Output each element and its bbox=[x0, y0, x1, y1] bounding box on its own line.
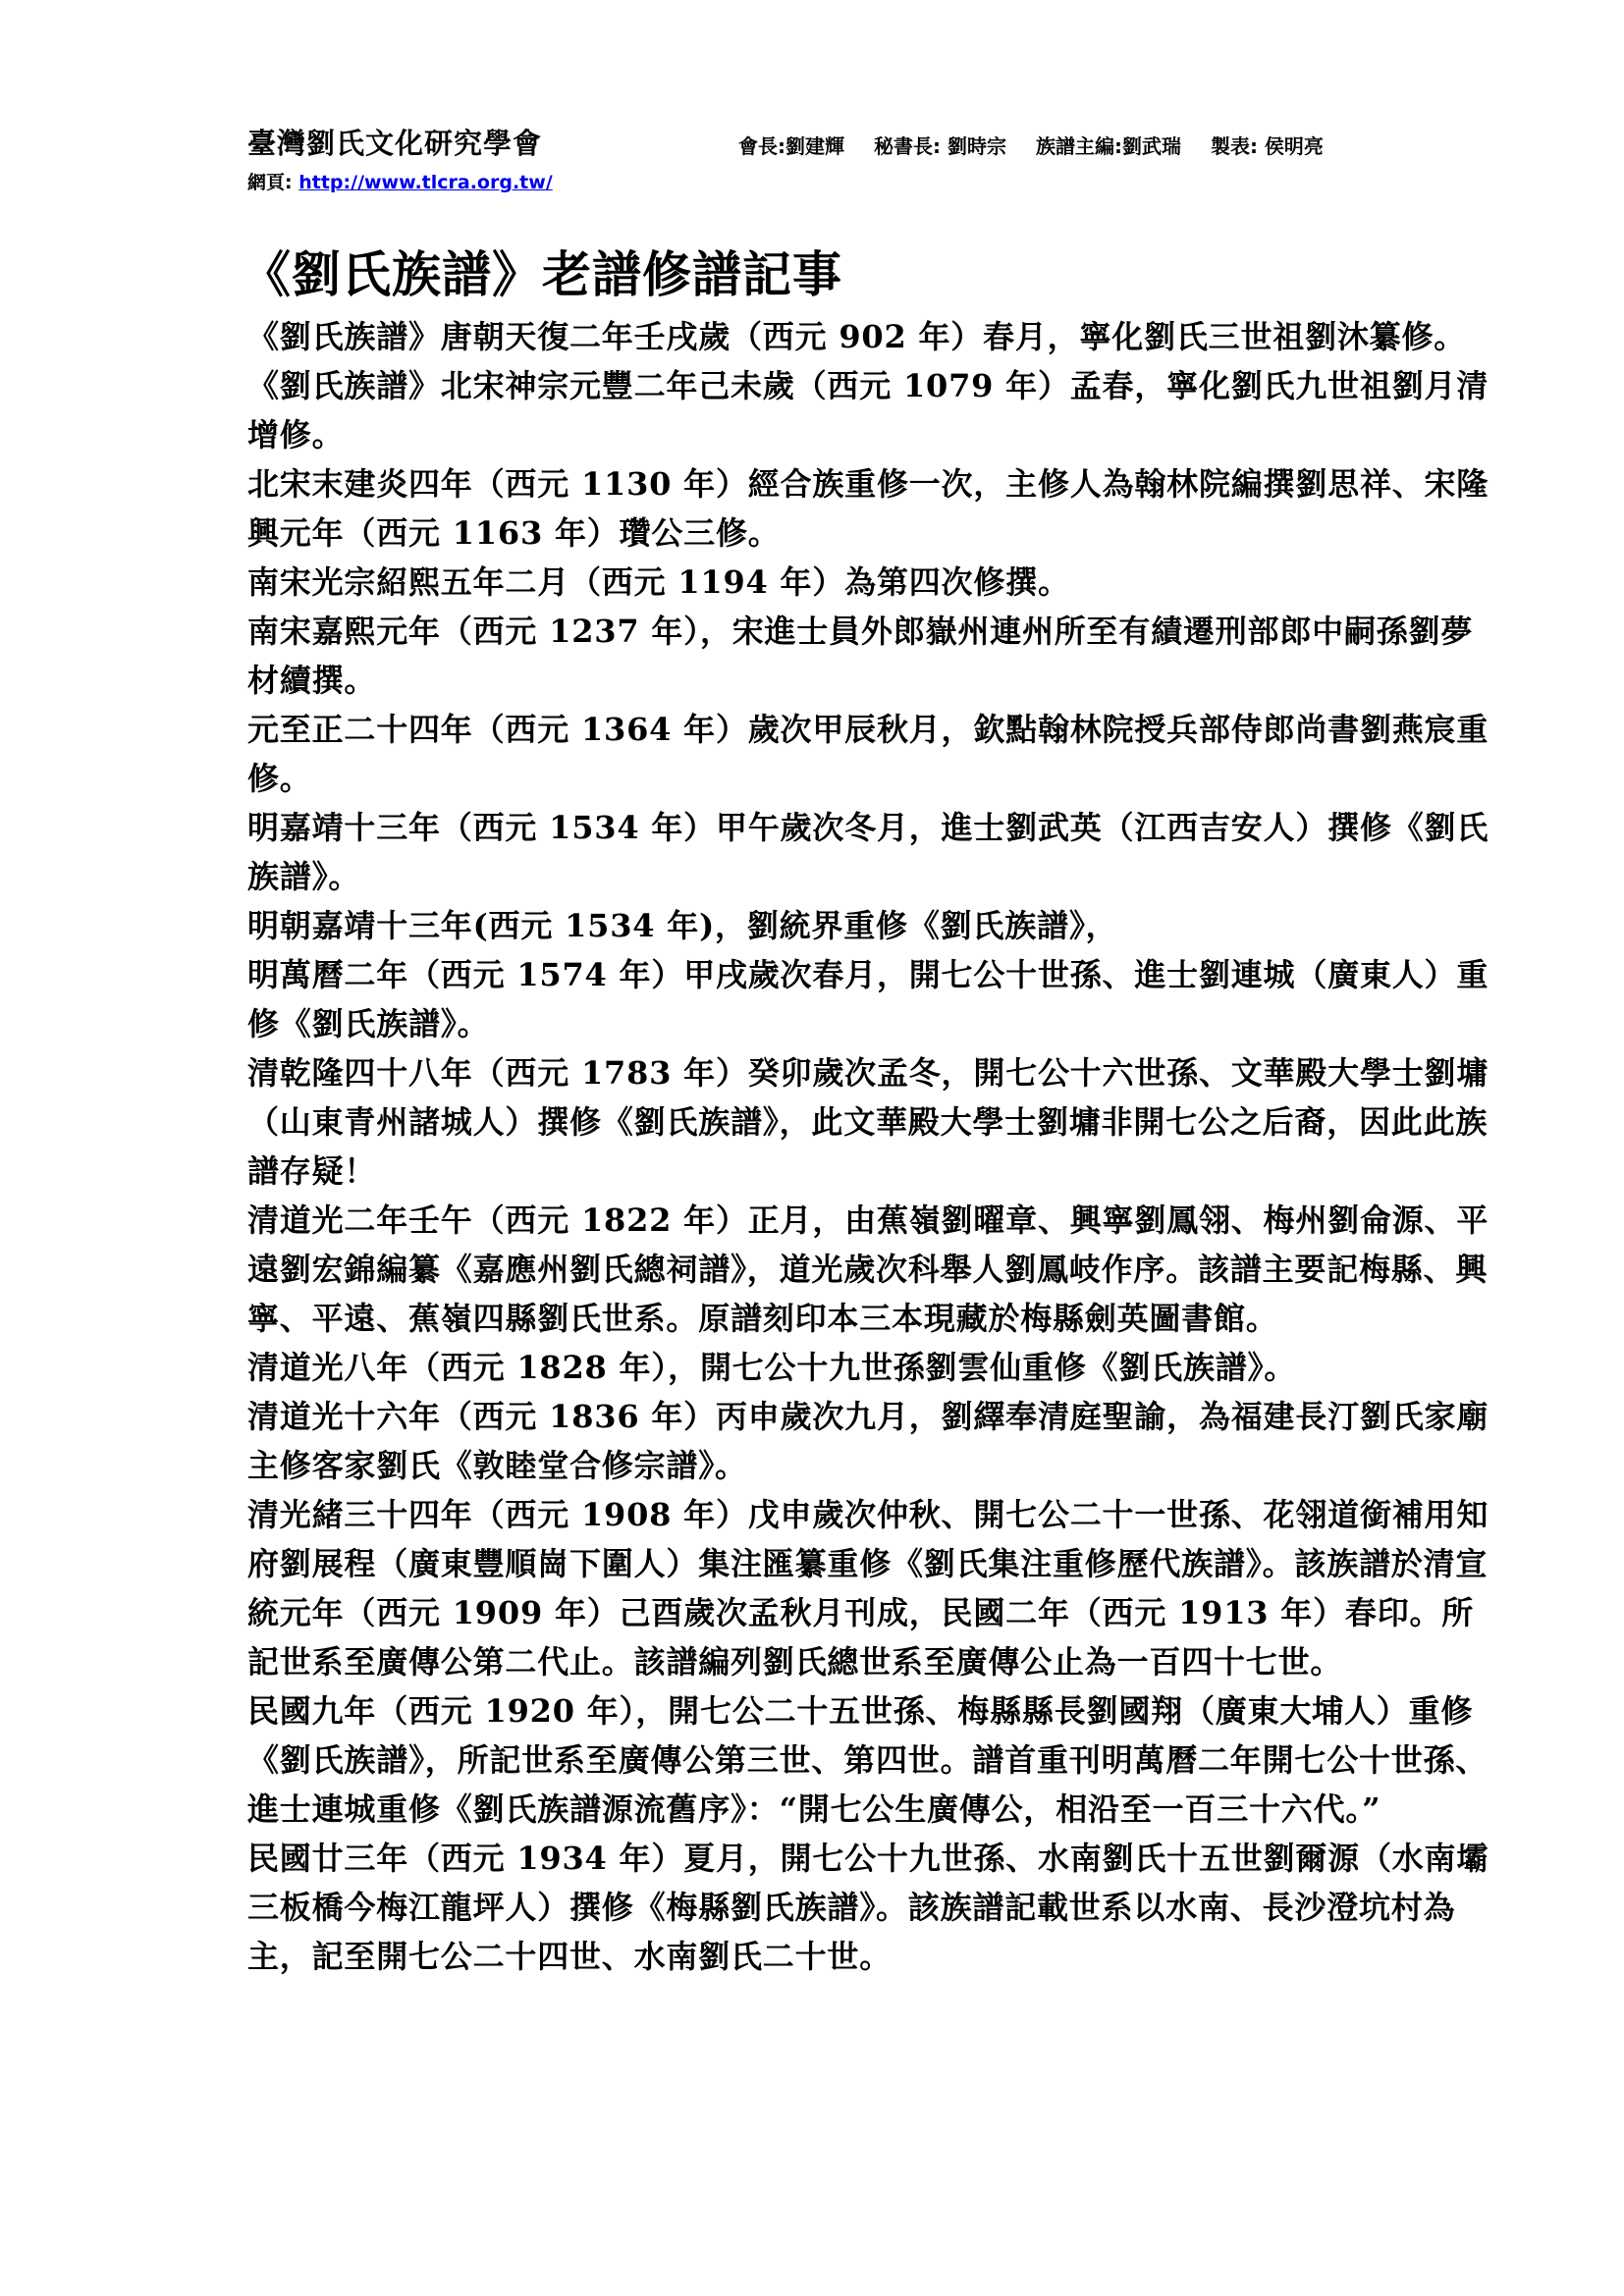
record-item: 《劉氏族譜》唐朝天復二年壬戌歲（西元 902 年）春月，寧化劉氏三世祖劉沐纂修。 bbox=[247, 318, 1467, 355]
officer-secretary-general: 秘書長: 劉時宗 bbox=[874, 134, 1006, 158]
record-item: 清光緒三十四年（西元 1908 年）戊申歲次仲秋、開七公二十一世孫、花翎道銜補用知府劉展程（廣東豐順崗下圍人）集注匯纂重修《劉氏集注重修歷代族譜》。該族譜於清宣統元年（西元 1909 年）己酉歲次孟秋月刊成，民國二年（西元 1913 年）春印。所記世系至廣傳公第二代止。該譜編列劉氏總世系至廣傳公止為一百四十七世。 bbox=[247, 1496, 1489, 1681]
record-item: 清乾隆四十八年（西元 1783 年）癸卯歲次孟冬，開七公十六世孫、文華殿大學士劉墉（山東青州諸城人）撰修《劉氏族譜》，此文華殿大學士劉墉非開七公之后裔，因此此族譜存疑！ bbox=[247, 1054, 1489, 1190]
record-item: 清道光八年（西元 1828 年），開七公十九世孫劉雲仙重修《劉氏族譜》。 bbox=[247, 1349, 1297, 1386]
record-item: 清道光十六年（西元 1836 年）丙申歲次九月，劉繹奉清庭聖諭，為福建長汀劉氏家廟主修客家劉氏《敦睦堂合修宗譜》。 bbox=[247, 1398, 1489, 1484]
website-label: 網頁: bbox=[247, 172, 293, 193]
header-top-row bbox=[247, 122, 1445, 162]
page-header bbox=[247, 122, 1445, 194]
record-item: 《劉氏族譜》北宋神宗元豐二年己未歲（西元 1079 年）孟春，寧化劉氏九世祖劉月清增修。 bbox=[247, 367, 1489, 454]
record-item: 民國廿三年（西元 1934 年）夏月，開七公十九世孫、水南劉氏十五世劉爾源（水南壩三板橋今梅江龍坪人）撰修《梅縣劉氏族譜》。該族譜記載世系以水南、長沙澄坑村為主，記至開七公二十四世、水南劉氏二十世。 bbox=[247, 1840, 1489, 1975]
record-item: 民國九年（西元 1920 年），開七公二十五世孫、梅縣縣長劉國翔（廣東大埔人）重修《劉氏族譜》，所記世系至廣傳公第三世、第四世。譜首重刊明萬曆二年開七公十世孫、進士連城重修《劉氏族譜源流舊序》：“開七公生廣傳公，相沿至一百三十六代。” bbox=[247, 1692, 1489, 1828]
website-link[interactable]: http://www.tlcra.org.tw/ bbox=[298, 172, 553, 193]
page-title: 《劉氏族譜》老譜修譜記事 bbox=[242, 245, 842, 303]
officer-genealogy-editor: 族譜主編:劉武瑞 bbox=[1035, 134, 1181, 158]
record-list bbox=[247, 312, 1494, 1981]
officer-tabulator: 製表: 侯明亮 bbox=[1210, 134, 1324, 158]
record-item: 南宋嘉熙元年（西元 1237 年），宋進士員外郎嶽州連州所至有績遷刑部郎中嗣孫劉夢材續撰。 bbox=[247, 613, 1474, 699]
organization-name: 臺灣劉氏文化研究學會 bbox=[247, 127, 543, 160]
officer-list bbox=[738, 131, 1324, 159]
record-item: 元至正二十四年（西元 1364 年）歲次甲辰秋月，欽點翰林院授兵部侍郎尚書劉燕宸重修。 bbox=[247, 711, 1489, 797]
record-item: 清道光二年壬午（西元 1822 年）正月，由蕉嶺劉曜章、興寧劉鳳翎、梅州劉侖源、平遠劉宏錦編纂《嘉應州劉氏總祠譜》，道光歲次科舉人劉鳳岐作序。該譜主要記梅縣、興寧、平遠、蕉嶺四縣劉氏世系。原譜刻印本三本現藏於梅縣劍英圖書館。 bbox=[247, 1201, 1489, 1337]
officer-president: 會長:劉建輝 bbox=[738, 134, 844, 158]
website-row bbox=[247, 168, 1445, 194]
record-item: 明萬曆二年（西元 1574 年）甲戌歲次春月，開七公十世孫、進士劉連城（廣東人）重修《劉氏族譜》。 bbox=[247, 956, 1489, 1042]
record-item: 南宋光宗紹熙五年二月（西元 1194 年）為第四次修撰。 bbox=[247, 563, 1070, 601]
record-item: 明朝嘉靖十三年(西元 1534 年)，劉統界重修《劉氏族譜》， bbox=[247, 907, 1118, 944]
record-item: 明嘉靖十三年（西元 1534 年）甲午歲次冬月，進士劉武英（江西吉安人）撰修《劉氏族譜》。 bbox=[247, 809, 1489, 895]
record-item: 北宋末建炎四年（西元 1130 年）經合族重修一次，主修人為翰林院編撰劉思祥、宋隆興元年（西元 1163 年）瓚公三修。 bbox=[247, 465, 1489, 552]
